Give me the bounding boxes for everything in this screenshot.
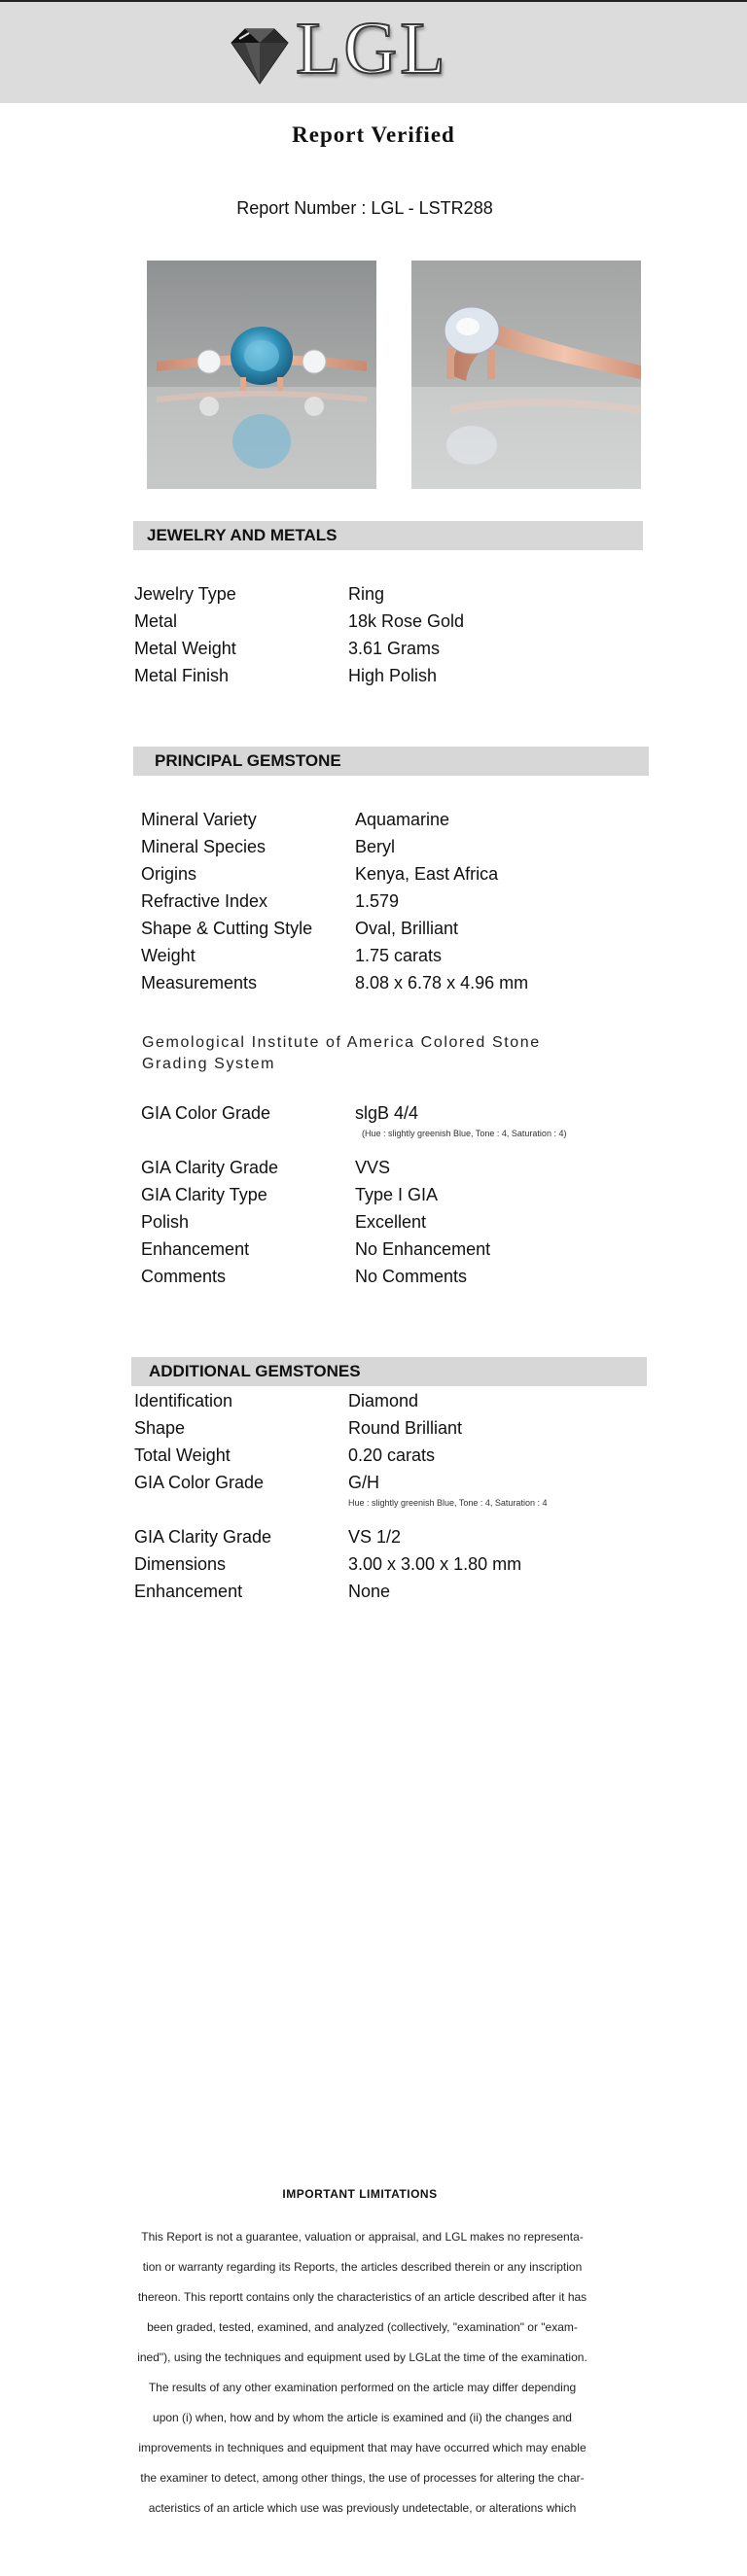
section-principal-heading: PRINCIPAL GEMSTONE [133,747,649,776]
row-label: Mineral Variety [141,810,257,829]
row-value: Aquamarine [355,810,450,829]
row-label: GIA Color Grade [141,1103,271,1123]
row-label: Identification [134,1391,233,1410]
row-value: VS 1/2 [348,1527,402,1547]
row-label: Shape [134,1418,186,1438]
logo-text: LGL [296,8,448,89]
row-value: Diamond [348,1391,419,1410]
report-number: Report Number : LGL - LSTR288 [236,198,493,218]
row-label: Weight [141,946,196,965]
row-value: Type I GIA [355,1185,439,1204]
row-label: Jewelry Type [134,584,236,604]
row-value: Excellent [355,1212,427,1232]
row-label: Dimensions [134,1554,227,1574]
limitations-title: IMPORTANT LIMITATIONS [282,2187,438,2201]
row-value: 1.579 [355,891,400,911]
section-additional-heading: ADDITIONAL GEMSTONES [131,1357,647,1386]
row-value: No Comments [355,1267,468,1286]
color-grade-note: (Hue : slightly greenish Blue, Tone : 4, Saturation : 4) [362,1129,567,1138]
row-label: GIA Clarity Grade [134,1527,272,1547]
limitations-line: been graded, tested, examined, and analyzed (collectively, "examination" or "exam- [147,2320,578,2334]
row-label: Polish [141,1212,190,1232]
limitations-line: upon (i) when, how and by whom the article is examined and (ii) the changes and [153,2411,572,2424]
section-jewelry-heading: JEWELRY AND METALS [133,521,643,550]
limitations-line: ined"), using the techniques and equipment used by LGLat the time of the examination. [137,2350,587,2364]
row-label: Metal Weight [134,639,236,658]
row-value: 8.08 x 6.78 x 4.96 mm [355,973,529,992]
row-value: No Enhancement [355,1239,491,1259]
limitations-line: This Report is not a guarantee, valuation or appraisal, and LGL makes no representa- [141,2230,584,2244]
limitations-line: The results of any other examination performed on the article may differ depending [148,2381,577,2394]
row-label: Origins [141,864,197,884]
row-value: 18k Rose Gold [348,611,465,631]
ring-side-photo [411,261,641,489]
page-title: Report Verified [292,122,455,147]
row-value: High Polish [348,666,438,685]
row-value: VVS [355,1158,391,1177]
row-label: Metal Finish [134,666,230,685]
row-label: GIA Clarity Type [141,1185,267,1204]
row-value: Kenya, East Africa [355,864,499,884]
header-banner [0,2,747,103]
row-label: GIA Color Grade [134,1473,265,1492]
row-value: Oval, Brilliant [355,919,459,938]
limitations-line: tion or warranty regarding its Reports, the articles described therein or any inscription [142,2260,583,2274]
limitations-line: improvements in techniques and equipment that may have occurred which may enable [138,2441,587,2454]
row-value: Ring [348,584,385,604]
gia-system-title: Gemological Institute of America Colored Stone Grading System [142,1034,541,1072]
ring-front-photo [147,261,376,489]
limitations-line: acteristics of an article which use was previously undetectable, or alterations which [148,2501,577,2515]
limitations-line: thereon. This reportt contains only the characteristics of an article described after it has [137,2290,587,2304]
diamond-logo-icon [226,21,294,89]
row-value: G/H [348,1473,380,1492]
lgl-logo[interactable] [226,8,479,91]
row-label: Refractive Index [141,891,268,911]
row-label: Comments [141,1267,227,1286]
row-label: GIA Clarity Grade [141,1158,279,1177]
limitations-line: the examiner to detect, among other things, the use of processes for altering the char- [140,2471,585,2485]
row-label: Shape & Cutting Style [141,919,313,938]
row-label: Enhancement [134,1582,243,1601]
row-value: Round Brilliant [348,1418,463,1438]
row-value: 3.61 Grams [348,639,441,658]
row-value: slgB 4/4 [355,1103,419,1123]
row-label: Metal [134,611,178,631]
row-label: Enhancement [141,1239,250,1259]
row-label: Total Weight [134,1445,231,1465]
row-value: None [348,1582,391,1601]
row-value: 0.20 carats [348,1445,436,1465]
color-grade-note: Hue : slightly greenish Blue, Tone : 4, Saturation : 4 [348,1498,548,1508]
row-value: 1.75 carats [355,946,443,965]
row-value: 3.00 x 3.00 x 1.80 mm [348,1554,522,1574]
row-label: Measurements [141,973,258,992]
row-value: Beryl [355,837,396,856]
limitations-text [97,2222,627,2524]
row-label: Mineral Species [141,837,267,856]
